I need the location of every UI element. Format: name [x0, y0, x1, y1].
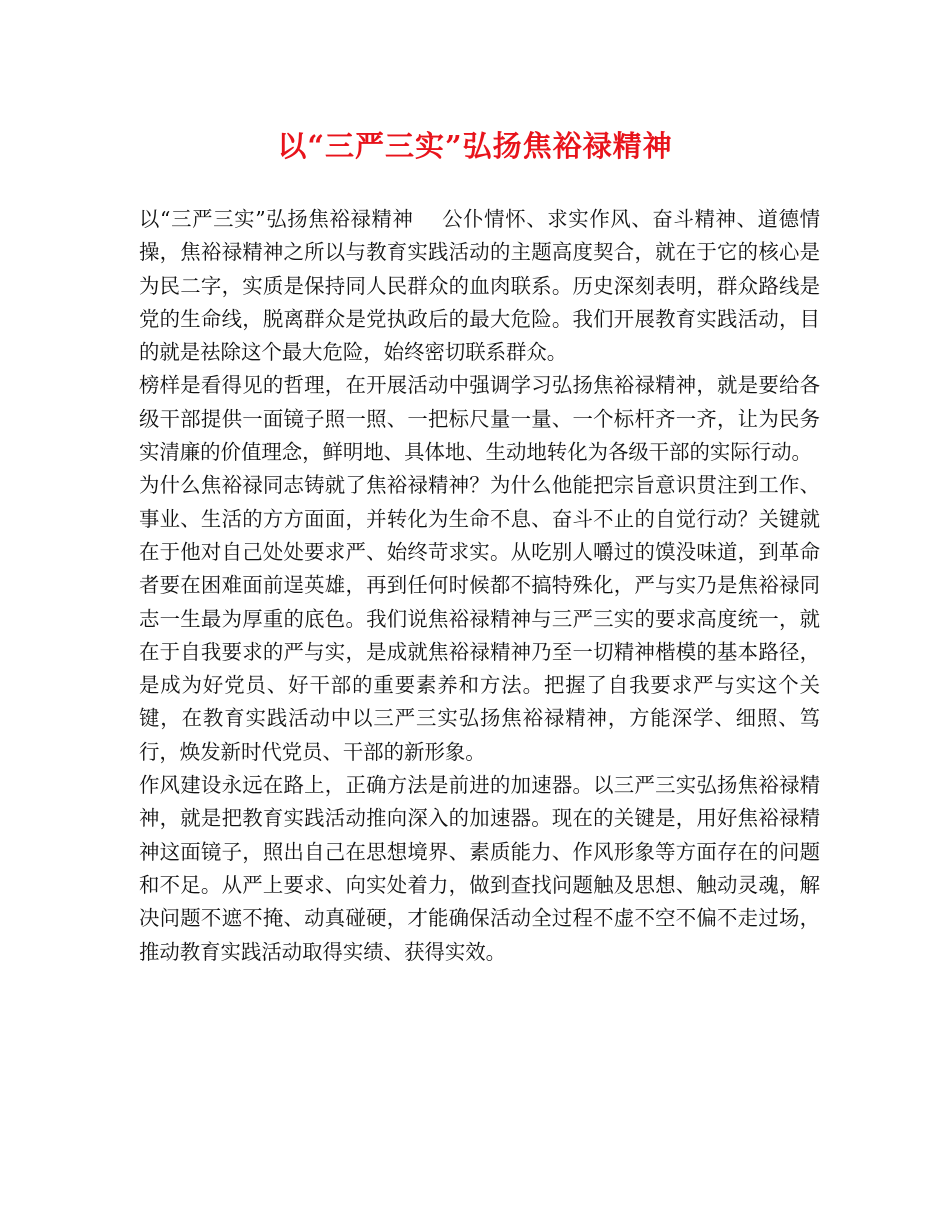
paragraph-1	[139, 203, 820, 369]
paragraph-2: 榜样是看得见的哲理，在开展活动中强调学习弘扬焦裕禄精神，就是要给各级干部提供一面镜子照一照、一把标尺量一量、一个标杆齐一齐，让为民务实清廉的价值理念，鲜明地、具体地、生动地转化为各级干部的实际行动。	[139, 373, 820, 465]
paragraph-1-text: 公仆情怀、求实作风、奋斗精神、道德情操，焦裕禄精神之所以与教育实践活动的主题高度契合，就在于它的核心是为民二字，实质是保持同人民群众的血肉联系。历史深刻表明，群众路线是党的生命线，脱离群众是党执政后的最大危险。我们开展教育实践活动，目的就是祛除这个最大危险，始终密切联系群众。	[139, 207, 821, 365]
document-title: 以“三严三实”弘扬焦裕禄精神	[277, 129, 673, 163]
document-body	[139, 203, 820, 969]
paragraph-3: 为什么焦裕禄同志铸就了焦裕禄精神？为什么他能把宗旨意识贯注到工作、事业、生活的方方面面，并转化为生命不息、奋斗不止的自觉行动？关键就在于他对自己处处要求严、始终苛求实。从吃别人嚼过的馍没味道，到革命者要在困难面前逞英雄，再到任何时候都不搞特殊化，严与实乃是焦裕禄同志一生最为厚重的底色。我们说焦裕禄精神与三严三实的要求高度统一，就在于自我要求的严与实，是成就焦裕禄精神乃至一切精神楷模的基本路径，是成为好党员、好干部的重要素养和方法。把握了自我要求严与实这个关键，在教育实践活动中以三严三实弘扬焦裕禄精神，方能深学、细照、笃行，焕发新时代党员、干部的新形象。	[139, 473, 820, 764]
paragraph-lead: 以“三严三实”弘扬焦裕禄精神	[139, 207, 414, 231]
paragraph-4: 作风建设永远在路上，正确方法是前进的加速器。以三严三实弘扬焦裕禄精神，就是把教育实践活动推向深入的加速器。现在的关键是，用好焦裕禄精神这面镜子，照出自己在思想境界、素质能力、作风形象等方面存在的问题和不足。从严上要求、向实处着力，做到查找问题触及思想、触动灵魂，解决问题不遮不掩、动真碰硬，才能确保活动全过程不虚不空不偏不走过场，推动教育实践活动取得实绩、获得实效。	[139, 773, 820, 964]
